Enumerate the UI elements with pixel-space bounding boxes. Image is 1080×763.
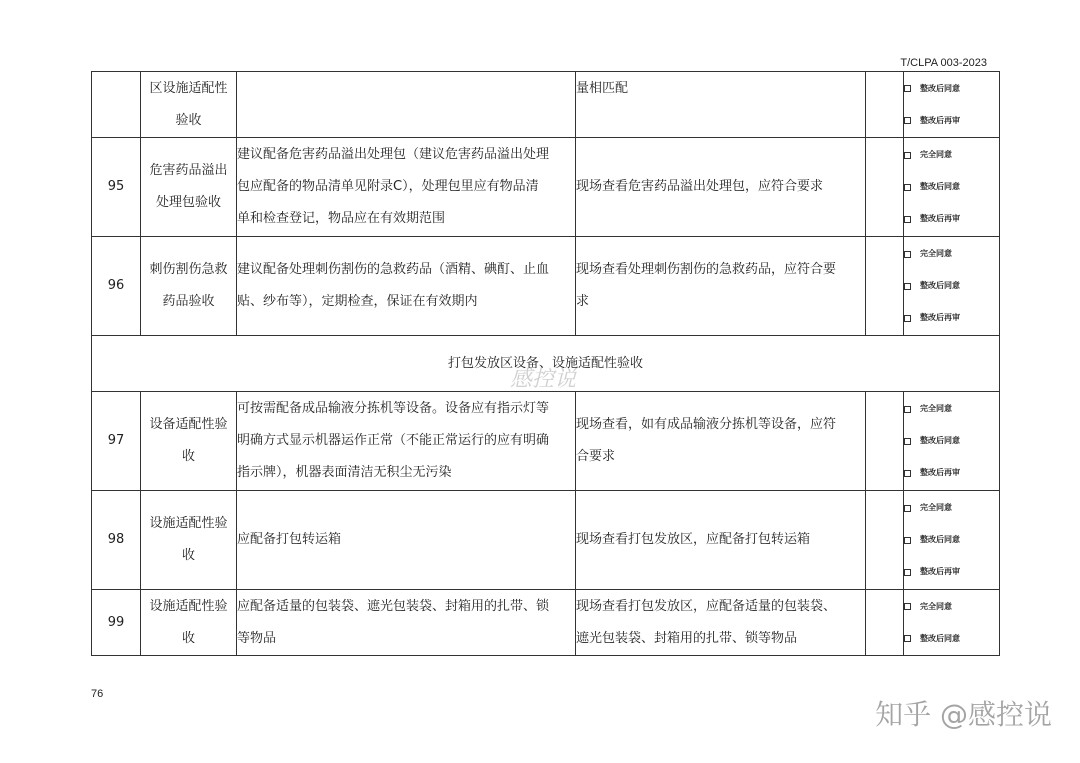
checkbox-option[interactable]: 完全同意 [904,492,999,524]
table-row [92,72,1000,138]
checkbox-icon[interactable] [904,251,911,258]
document-code: T/CLPA 003-2023 [900,57,987,69]
checkbox-option[interactable]: 完全同意 [904,393,999,425]
method-cell: 量相匹配 [576,72,866,138]
checkbox-icon[interactable] [904,283,911,290]
checkbox-option[interactable]: 整改后同意 [904,425,999,457]
row-number: 99 [92,590,141,656]
checkbox-option[interactable]: 整改后同意 [904,270,999,302]
checkbox-icon[interactable] [904,569,911,576]
requirement-cell: 可按需配备成品输液分拣机等设备。设备应有指示灯等 明确方式显示机器运作正常（不能正常运行的应有明确 指示牌），机器表面清洁无积尘无污染 [237,392,576,491]
checkbox-icon[interactable] [904,184,911,191]
table-row [92,491,1000,590]
row-number [92,72,141,138]
table-row [92,392,1000,491]
requirement-cell: 应配备适量的包装袋、遮光包装袋、封箱用的扎带、锁 等物品 [237,590,576,656]
blank-cell [866,590,904,656]
table-row [92,138,1000,237]
row-number: 98 [92,491,141,590]
row-number: 96 [92,237,141,336]
checkbox-icon[interactable] [904,406,911,413]
blank-cell [866,392,904,491]
checkbox-icon[interactable] [904,635,911,642]
requirement-cell: 建议配备危害药品溢出处理包（建议危害药品溢出处理 包应配备的物品清单见附录C），处理包里应有物品清 单和检查登记，物品应在有效期范围 [237,138,576,237]
options-cell [904,237,1000,336]
blank-cell [866,491,904,590]
table-row [92,590,1000,656]
checkbox-icon[interactable] [904,470,911,477]
blank-cell [866,138,904,237]
checkbox-icon[interactable] [904,438,911,445]
method-cell: 现场查看，如有成品输液分拣机等设备，应符 合要求 [576,392,866,491]
checkbox-option[interactable]: 整改后再审 [904,105,999,137]
checkbox-icon[interactable] [904,603,911,610]
requirement-cell: 建议配备处理刺伤割伤的急救药品（酒精、碘酊、止血 贴、纱布等），定期检查，保证在有效期内 [237,237,576,336]
row-number: 95 [92,138,141,237]
checkbox-option[interactable]: 完全同意 [904,591,999,623]
item-cell: 危害药品溢出 处理包验收 [141,138,237,237]
checkbox-option[interactable]: 整改后再审 [904,302,999,334]
checkbox-icon[interactable] [904,537,911,544]
checkbox-option[interactable]: 整改后同意 [904,73,999,105]
checkbox-option[interactable]: 整改后同意 [904,524,999,556]
blank-cell [866,72,904,138]
item-cell: 设备适配性验 收 [141,392,237,491]
watermark-corner: 知乎 @感控说 [875,698,1052,731]
checkbox-option[interactable]: 整改后再审 [904,556,999,588]
item-cell: 设施适配性验 收 [141,491,237,590]
requirement-cell [237,72,576,138]
blank-cell [866,237,904,336]
checkbox-icon[interactable] [904,85,911,92]
row-number: 97 [92,392,141,491]
options-cell [904,138,1000,237]
checkbox-icon[interactable] [904,315,911,322]
method-cell: 现场查看打包发放区，应配备适量的包装袋、 遮光包装袋、封箱用的扎带、锁等物品 [576,590,866,656]
options-cell [904,590,1000,656]
checkbox-icon[interactable] [904,505,911,512]
checkbox-option[interactable]: 整改后同意 [904,623,999,655]
item-cell: 刺伤割伤急救 药品验收 [141,237,237,336]
method-cell: 现场查看打包发放区，应配备打包转运箱 [576,491,866,590]
checkbox-option[interactable]: 整改后再审 [904,457,999,489]
checkbox-option[interactable]: 整改后同意 [904,171,999,203]
page-number: 76 [91,688,104,700]
method-cell: 现场查看危害药品溢出处理包，应符合要求 [576,138,866,237]
checkbox-icon[interactable] [904,216,911,223]
item-cell: 区设施适配性 验收 [141,72,237,138]
item-cell: 设施适配性验 收 [141,590,237,656]
checkbox-icon[interactable] [904,152,911,159]
options-cell [904,392,1000,491]
watermark-center: 感控说 [510,367,577,392]
checkbox-option[interactable]: 完全同意 [904,139,999,171]
section-title: 打包发放区设备、设施适配性验收 [92,336,1000,392]
checkbox-option[interactable]: 完全同意 [904,238,999,270]
requirement-cell: 应配备打包转运箱 [237,491,576,590]
options-cell [904,491,1000,590]
options-cell [904,72,1000,138]
checkbox-icon[interactable] [904,117,911,124]
method-cell: 现场查看处理刺伤割伤的急救药品，应符合要 求 [576,237,866,336]
checkbox-option[interactable]: 整改后再审 [904,203,999,235]
table-row [92,237,1000,336]
